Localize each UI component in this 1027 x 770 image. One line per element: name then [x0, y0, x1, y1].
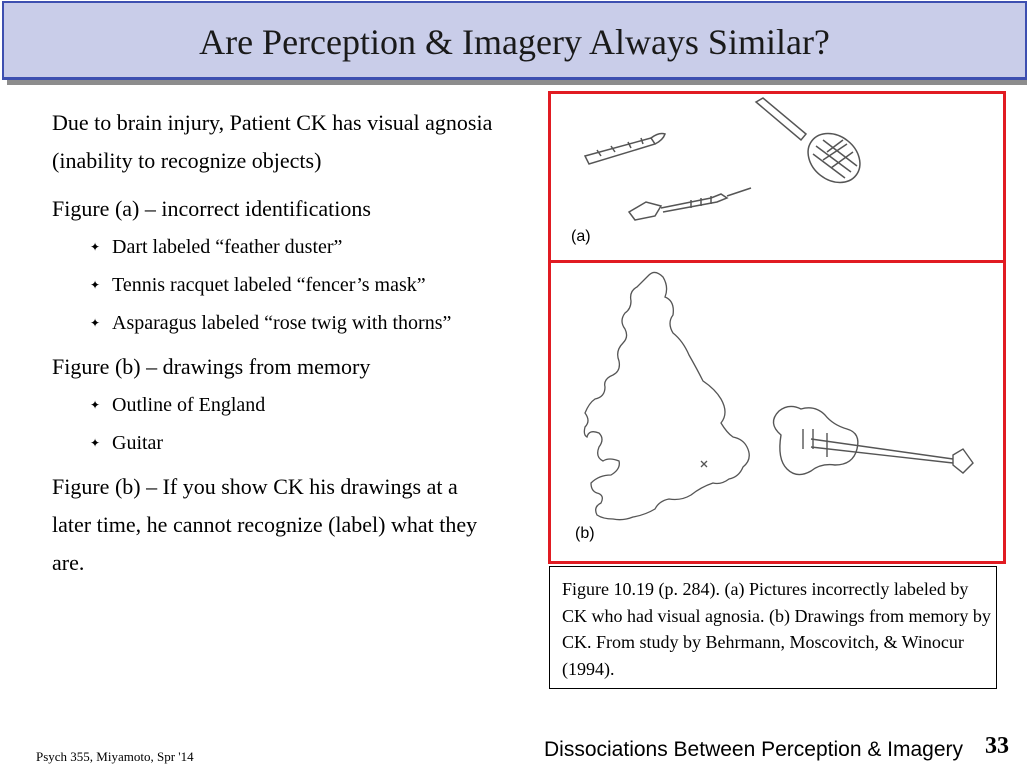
- conclusion-paragraph: Figure (b) – If you show CK his drawings at a later time, he cannot recognize (label) what they are.: [52, 474, 478, 575]
- racquet-drawing: [756, 98, 870, 193]
- bullet-icon: ✦: [90, 436, 101, 450]
- page-number: 33: [985, 733, 1009, 759]
- intro-paragraph: Due to brain injury, Patient CK has visual agnosia (inability to recognize objects): [52, 110, 493, 173]
- section-b-list: [52, 390, 502, 458]
- panel-a-drawings: [551, 94, 1003, 260]
- bullet-icon: ✦: [90, 240, 101, 254]
- list-item: ✦ Outline of England: [112, 390, 502, 420]
- footer-course: Psych 355, Miyamoto, Spr '14: [36, 749, 194, 764]
- list-item: ✦ Dart labeled “feather duster”: [112, 232, 502, 262]
- panel-label-b: (b): [575, 525, 595, 542]
- guitar-drawing: [773, 406, 973, 474]
- footer-topic: Dissociations Between Perception & Imagery: [544, 738, 964, 761]
- panel-b-drawings: [551, 263, 1003, 561]
- bullet-icon: ✦: [90, 316, 101, 330]
- section-a-heading: Figure (a) – incorrect identifications: [52, 196, 371, 221]
- figure-panel-b: [548, 260, 1006, 564]
- bullet-icon: ✦: [90, 278, 101, 292]
- section-b-heading: Figure (b) – drawings from memory: [52, 354, 371, 379]
- slide-title: Are Perception & Imagery Always Similar?: [199, 22, 830, 62]
- title-bar: [2, 1, 1027, 80]
- dart-drawing: [629, 188, 751, 220]
- asparagus-drawing: [585, 134, 665, 165]
- section-a-list: [52, 232, 502, 338]
- text-content: [52, 104, 502, 582]
- bullet-icon: ✦: [90, 398, 101, 412]
- list-item: ✦ Tennis racquet labeled “fencer’s mask”: [112, 270, 502, 300]
- figure-panel-a: [548, 91, 1006, 263]
- figure-caption: Figure 10.19 (p. 284). (a) Pictures incorrectly labeled by CK who had visual agnosia. (b) Drawings from memory by CK. From study by Behrmann, Moscovitch, & Winocur (1994).: [549, 566, 997, 689]
- panel-label-a: (a): [571, 228, 591, 245]
- list-item: ✦ Guitar: [112, 428, 502, 458]
- england-outline-drawing: [584, 272, 749, 519]
- list-item: ✦ Asparagus labeled “rose twig with thorns”: [112, 308, 502, 338]
